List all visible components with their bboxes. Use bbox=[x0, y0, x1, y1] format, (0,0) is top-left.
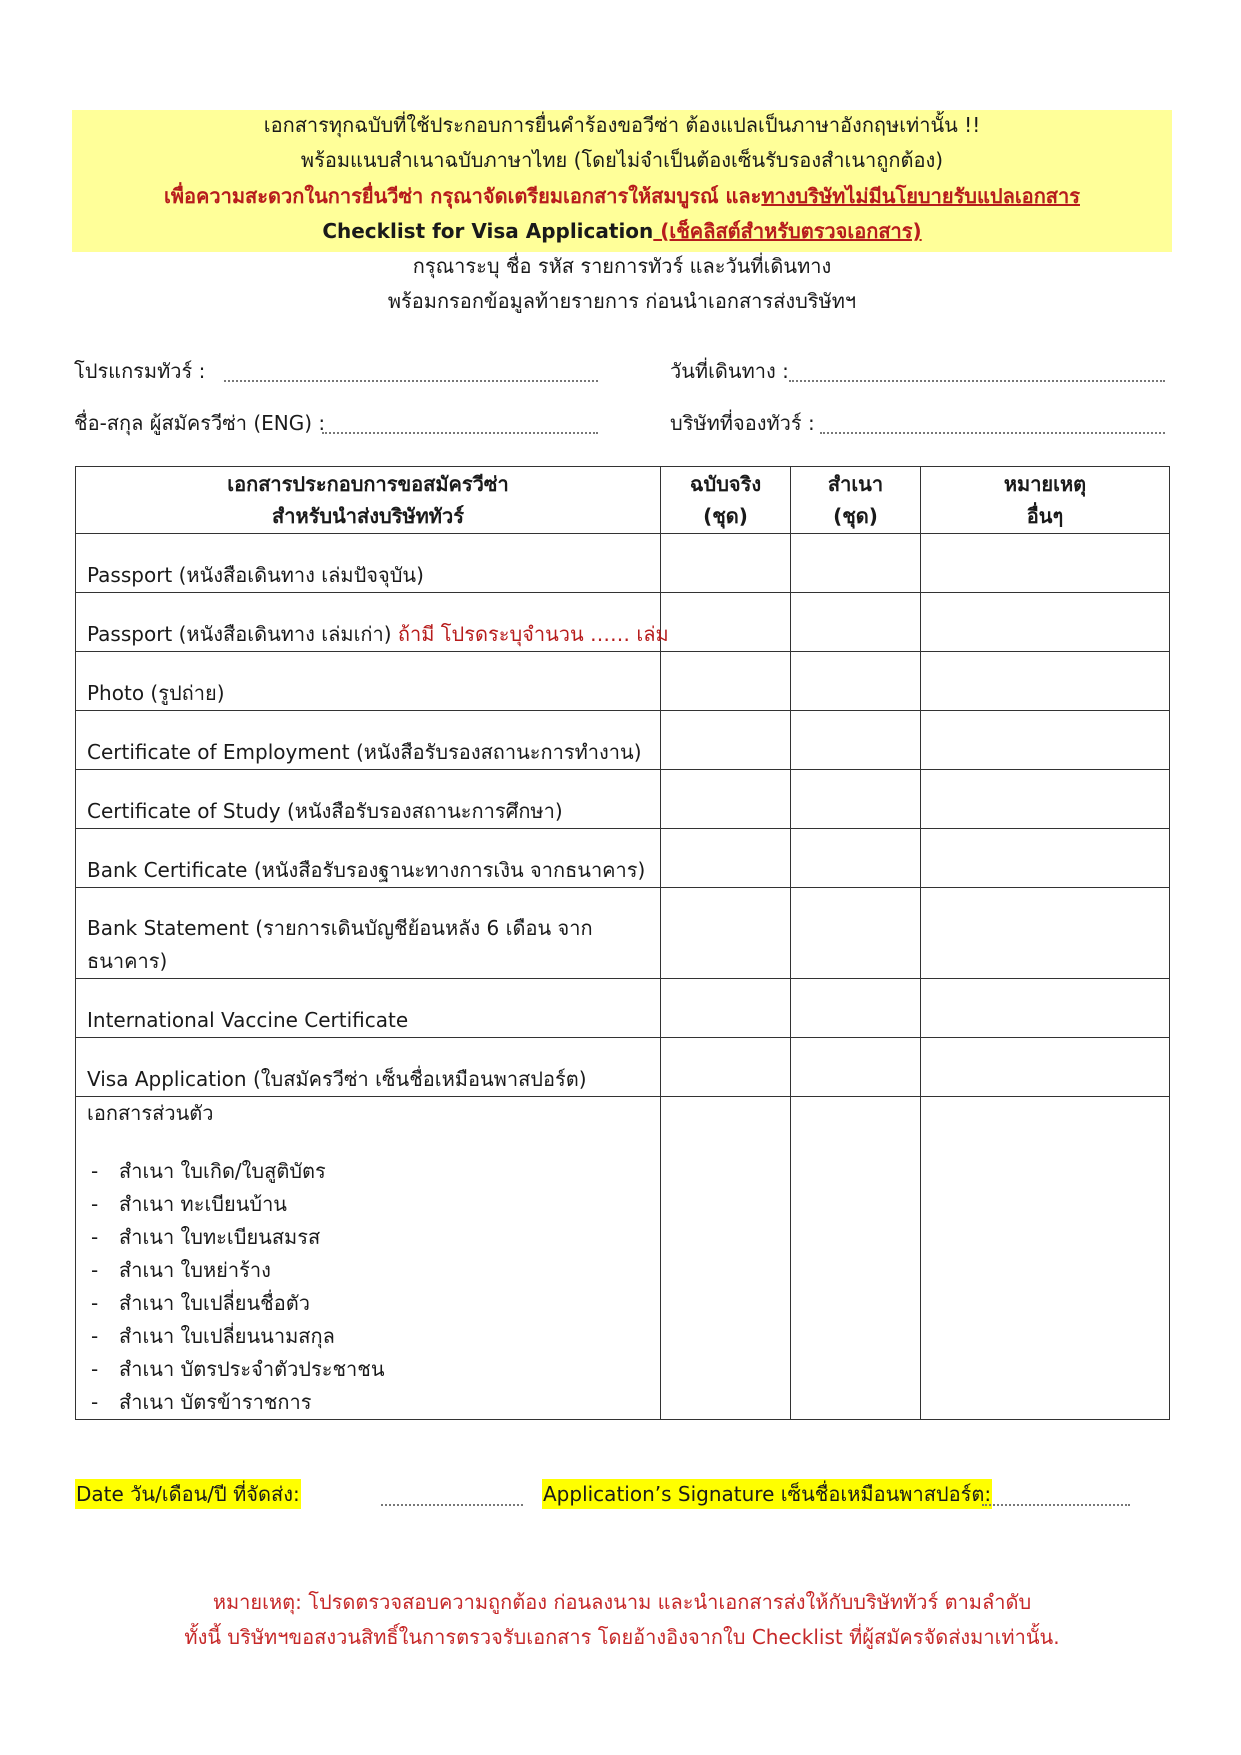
original-cell[interactable] bbox=[661, 1097, 791, 1420]
row-label: Passport (หนังสือเดินทาง เล่มเก่า) ถ้ามี โปรดระบุจำนวน …… เล่ม bbox=[76, 593, 661, 652]
table-row bbox=[76, 888, 1170, 979]
header-line-3-main: เพื่อความสะดวกในการยื่นวีซ่า กรุณาจัดเตรียมเอกสารให้สมบูรณ์ และ bbox=[164, 184, 762, 208]
applicant-name-label: ชื่อ-สกุล ผู้สมัครวีซ่า (ENG) : bbox=[74, 411, 326, 435]
table-row bbox=[76, 979, 1170, 1038]
copy-cell[interactable] bbox=[791, 888, 921, 979]
applicant-name-field[interactable] bbox=[322, 432, 598, 434]
original-cell[interactable] bbox=[661, 534, 791, 593]
booking-company-field[interactable] bbox=[820, 432, 1165, 434]
checklist-table bbox=[75, 466, 1170, 1420]
remark-cell[interactable] bbox=[921, 979, 1170, 1038]
remark-cell[interactable] bbox=[921, 534, 1170, 593]
personal-documents-cell bbox=[76, 1097, 661, 1420]
date-label: Date วัน/เดือน/ปี ที่จัดส่ง: bbox=[75, 1479, 301, 1509]
list-item: - สำเนา บัตรประจำตัวประชาชน bbox=[91, 1357, 385, 1381]
table-row-personal-documents bbox=[76, 1097, 1170, 1420]
remark-cell[interactable] bbox=[921, 888, 1170, 979]
instruction-line-2: พร้อมกรอกข้อมูลท้ายรายการ ก่อนนำเอกสารส่งบริษัทฯ bbox=[387, 289, 857, 313]
copy-cell[interactable] bbox=[791, 534, 921, 593]
original-cell[interactable] bbox=[661, 593, 791, 652]
header-documents: เอกสารประกอบการขอสมัครวีซ่า สำหรับนำส่งบริษัททัวร์ bbox=[76, 467, 661, 534]
row-label: Visa Application (ใบสมัครวีซ่า เซ็นชื่อเหมือนพาสปอร์ต) bbox=[76, 1038, 661, 1097]
row-label: Photo (รูปถ่าย) bbox=[76, 652, 661, 711]
table-row bbox=[76, 593, 1170, 652]
table-row bbox=[76, 829, 1170, 888]
row-label: International Vaccine Certificate bbox=[76, 979, 661, 1038]
signature-field[interactable] bbox=[982, 1504, 1130, 1506]
date-field[interactable] bbox=[381, 1504, 523, 1506]
personal-documents-list bbox=[87, 1155, 649, 1419]
travel-date-label: วันที่เดินทาง : bbox=[670, 359, 789, 383]
original-cell[interactable] bbox=[661, 652, 791, 711]
header-line-3 bbox=[72, 184, 1172, 208]
row-label: Certificate of Study (หนังสือรับรองสถานะการศึกษา) bbox=[76, 770, 661, 829]
instruction-line-1: กรุณาระบุ ชื่อ รหัส รายการทัวร์ และวันที่เดินทาง bbox=[412, 254, 832, 278]
copy-cell[interactable] bbox=[791, 979, 921, 1038]
copy-cell[interactable] bbox=[791, 593, 921, 652]
remark-cell[interactable] bbox=[921, 652, 1170, 711]
table-header-row bbox=[76, 467, 1170, 534]
original-cell[interactable] bbox=[661, 711, 791, 770]
header-line-2: พร้อมแนบสำเนาฉบับภาษาไทย (โดยไม่จำเป็นต้องเซ็นรับรองสำเนาถูกต้อง) bbox=[300, 148, 944, 172]
list-item: - สำเนา ใบเปลี่ยนนามสกุล bbox=[91, 1324, 335, 1348]
list-item: - สำเนา ใบเกิด/ใบสูติบัตร bbox=[91, 1159, 326, 1183]
table-row bbox=[76, 770, 1170, 829]
copy-cell[interactable] bbox=[791, 1038, 921, 1097]
table-row bbox=[76, 652, 1170, 711]
original-cell[interactable] bbox=[661, 829, 791, 888]
footer-note-line-1: หมายเหตุ: โปรดตรวจสอบความถูกต้อง ก่อนลงนาม และนำเอกสารส่งให้กับบริษัททัวร์ ตามลำดับ bbox=[212, 1590, 1032, 1614]
program-label: โปรแกรมทัวร์ : bbox=[74, 359, 206, 383]
header-remark: หมายเหตุ อื่นๆ bbox=[921, 467, 1170, 534]
footer-note-line-2: ทั้งนี้ บริษัทฯขอสงวนสิทธิ์ในการตรวจรับเอกสาร โดยอ้างอิงจากใบ Checklist ที่ผู้สมัครจัดส่งมาเท่านั้น. bbox=[184, 1625, 1060, 1649]
remark-cell[interactable] bbox=[921, 593, 1170, 652]
list-item: - สำเนา ใบทะเบียนสมรส bbox=[91, 1225, 321, 1249]
remark-cell[interactable] bbox=[921, 770, 1170, 829]
copy-cell[interactable] bbox=[791, 1097, 921, 1420]
original-cell[interactable] bbox=[661, 1038, 791, 1097]
original-cell[interactable] bbox=[661, 770, 791, 829]
list-item: - สำเนา ใบเปลี่ยนชื่อตัว bbox=[91, 1291, 310, 1315]
row-label: Bank Statement (รายการเดินบัญชีย้อนหลัง 6 เดือน จาก ธนาคาร) bbox=[76, 888, 661, 979]
header-copy: สำเนา (ชุด) bbox=[791, 467, 921, 534]
row-note: ถ้ามี โปรดระบุจำนวน …… เล่ม bbox=[397, 622, 669, 646]
table-row bbox=[76, 534, 1170, 593]
row-label: Certificate of Employment (หนังสือรับรองสถานะการทำงาน) bbox=[76, 711, 661, 770]
list-item: - สำเนา บัตรข้าราชการ bbox=[91, 1390, 312, 1414]
booking-company-label: บริษัทที่จองทัวร์ : bbox=[670, 411, 815, 435]
table-row bbox=[76, 1038, 1170, 1097]
copy-cell[interactable] bbox=[791, 829, 921, 888]
remark-cell[interactable] bbox=[921, 829, 1170, 888]
row-label: Passport (หนังสือเดินทาง เล่มปัจจุบัน) bbox=[76, 534, 661, 593]
header-original: ฉบับจริง (ชุด) bbox=[661, 467, 791, 534]
copy-cell[interactable] bbox=[791, 652, 921, 711]
checklist-title-en: Checklist for Visa Application bbox=[322, 219, 654, 243]
header-line-1: เอกสารทุกฉบับที่ใช้ประกอบการยื่นคำร้องขอวีซ่า ต้องแปลเป็นภาษาอังกฤษเท่านั้น !! bbox=[263, 113, 981, 137]
table-row bbox=[76, 711, 1170, 770]
list-item: - สำเนา ทะเบียนบ้าน bbox=[91, 1192, 287, 1216]
copy-cell[interactable] bbox=[791, 770, 921, 829]
checklist-title-th: (เช็คลิสต์สำหรับตรวจเอกสาร) bbox=[653, 219, 922, 243]
row-label: Bank Certificate (หนังสือรับรองฐานะทางการเงิน จากธนาคาร) bbox=[76, 829, 661, 888]
remark-cell[interactable] bbox=[921, 711, 1170, 770]
travel-date-field[interactable] bbox=[789, 380, 1165, 382]
signature-label: Application’s Signature เซ็นชื่อเหมือนพาสปอร์ต: bbox=[542, 1479, 992, 1509]
remark-cell[interactable] bbox=[921, 1097, 1170, 1420]
original-cell[interactable] bbox=[661, 888, 791, 979]
copy-cell[interactable] bbox=[791, 711, 921, 770]
list-item: - สำเนา ใบหย่าร้าง bbox=[91, 1258, 271, 1282]
remark-cell[interactable] bbox=[921, 1038, 1170, 1097]
program-field[interactable] bbox=[224, 380, 598, 382]
personal-documents-title: เอกสารส่วนตัว bbox=[87, 1101, 214, 1125]
original-cell[interactable] bbox=[661, 979, 791, 1038]
checklist-title bbox=[72, 219, 1172, 243]
header-line-3-policy: ทางบริษัทไม่มีนโยบายรับแปลเอกสาร bbox=[761, 184, 1080, 208]
